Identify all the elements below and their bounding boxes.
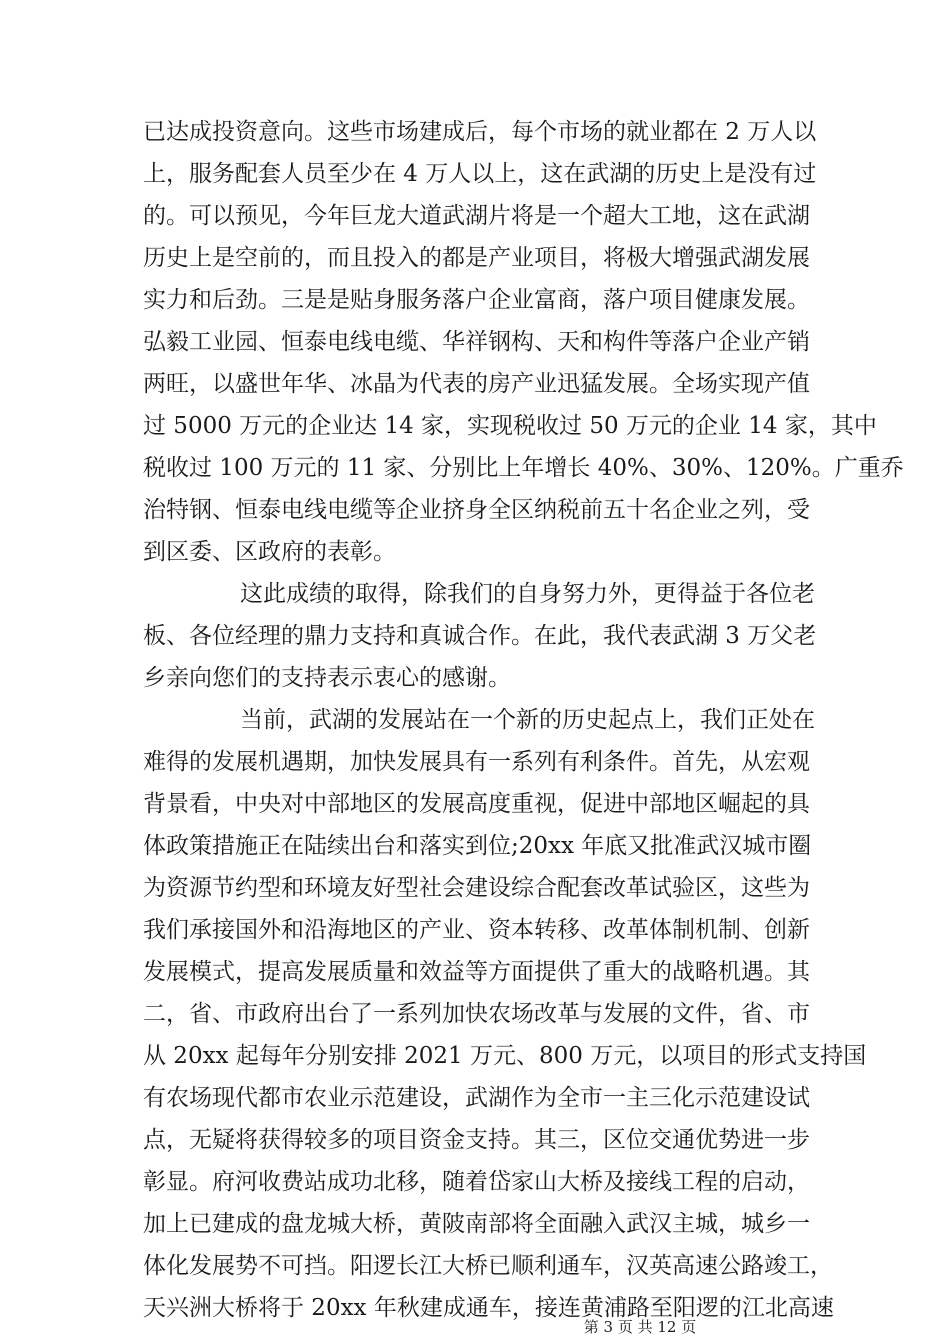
text-line: 有农场现代都市农业示范建设，武湖作为全市一主三化示范建设试: [143, 1085, 810, 1111]
text-line: 体化发展势不可挡。阳逻长江大桥已顺利通车，汉英高速公路竣工，: [143, 1253, 833, 1279]
text-line: 实力和后劲。三是是贴身服务落户企业富商，落户项目健康发展。: [143, 287, 810, 313]
text-line: 到区委、区政府的表彰。: [143, 539, 396, 565]
text-line: 难得的发展机遇期，加快发展具有一系列有利条件。首先，从宏观: [143, 749, 810, 775]
text-line: 弘毅工业园、恒泰电线电缆、华祥钢构、天和构件等落户企业产销: [143, 329, 810, 355]
text-line: 发展模式，提高发展质量和效益等方面提供了重大的战略机遇。其: [143, 959, 810, 985]
text-line: 的。可以预见，今年巨龙大道武湖片将是一个超大工地，这在武湖: [143, 203, 810, 229]
text-line: 上，服务配套人员至少在 4 万人以上，这在武湖的历史上是没有过: [143, 161, 817, 187]
text-line: 板、各位经理的鼎力支持和真诚合作。在此，我代表武湖 3 万父老: [143, 623, 817, 649]
text-line: 治特钢、恒泰电线电缆等企业挤身全区纳税前五十名企业之列，受: [143, 497, 810, 523]
text-line: 彰显。府河收费站成功北移，随着岱家山大桥及接线工程的启动，: [143, 1169, 810, 1195]
text-line: 两旺，以盛世年华、冰晶为代表的房产业迅猛发展。全场实现产值: [143, 371, 810, 397]
text-line: 这此成绩的取得，除我们的自身努力外，更得益于各位老: [240, 581, 815, 607]
text-line: 我们承接国外和沿海地区的产业、资本转移、改革体制机制、创新: [143, 917, 810, 943]
text-line: 加上已建成的盘龙城大桥，黄陂南部将全面融入武汉主城，城乡一: [143, 1211, 810, 1237]
text-line: 二，省、市政府出台了一系列加快农场改革与发展的文件，省、市: [143, 1001, 810, 1027]
text-line: 为资源节约型和环境友好型社会建设综合配套改革试验区，这些为: [143, 875, 810, 901]
text-line: 历史上是空前的，而且投入的都是产业项目，将极大增强武湖发展: [143, 245, 810, 271]
text-line: 天兴洲大桥将于 20xx 年秋建成通车，接连黄浦路至阳逻的江北高速: [143, 1295, 834, 1321]
text-line: 乡亲向您们的支持表示衷心的感谢。: [143, 665, 511, 691]
text-line: 当前，武湖的发展站在一个新的历史起点上，我们正处在: [240, 707, 815, 733]
text-line: 体政策措施正在陆续出台和落实到位;20xx 年底又批准武汉城市圈: [143, 833, 812, 859]
text-line: 过 5000 万元的企业达 14 家，实现税收过 50 万元的企业 14 家，其中: [143, 413, 877, 439]
text-line: 从 20xx 起每年分别安排 2021 万元、800 万元，以项目的形式支持国: [143, 1043, 867, 1069]
page-number: 第 3 页 共 12 页: [583, 1318, 697, 1336]
text-line: 税收过 100 万元的 11 家、分别比上年增长 40%、30%、120%。广重乔: [143, 455, 904, 481]
text-line: 背景看，中央对中部地区的发展高度重视，促进中部地区崛起的具: [143, 791, 810, 817]
text-line: 已达成投资意向。这些市场建成后，每个市场的就业都在 2 万人以: [143, 119, 817, 145]
text-line: 点，无疑将获得较多的项目资金支持。其三，区位交通优势进一步: [143, 1127, 810, 1153]
